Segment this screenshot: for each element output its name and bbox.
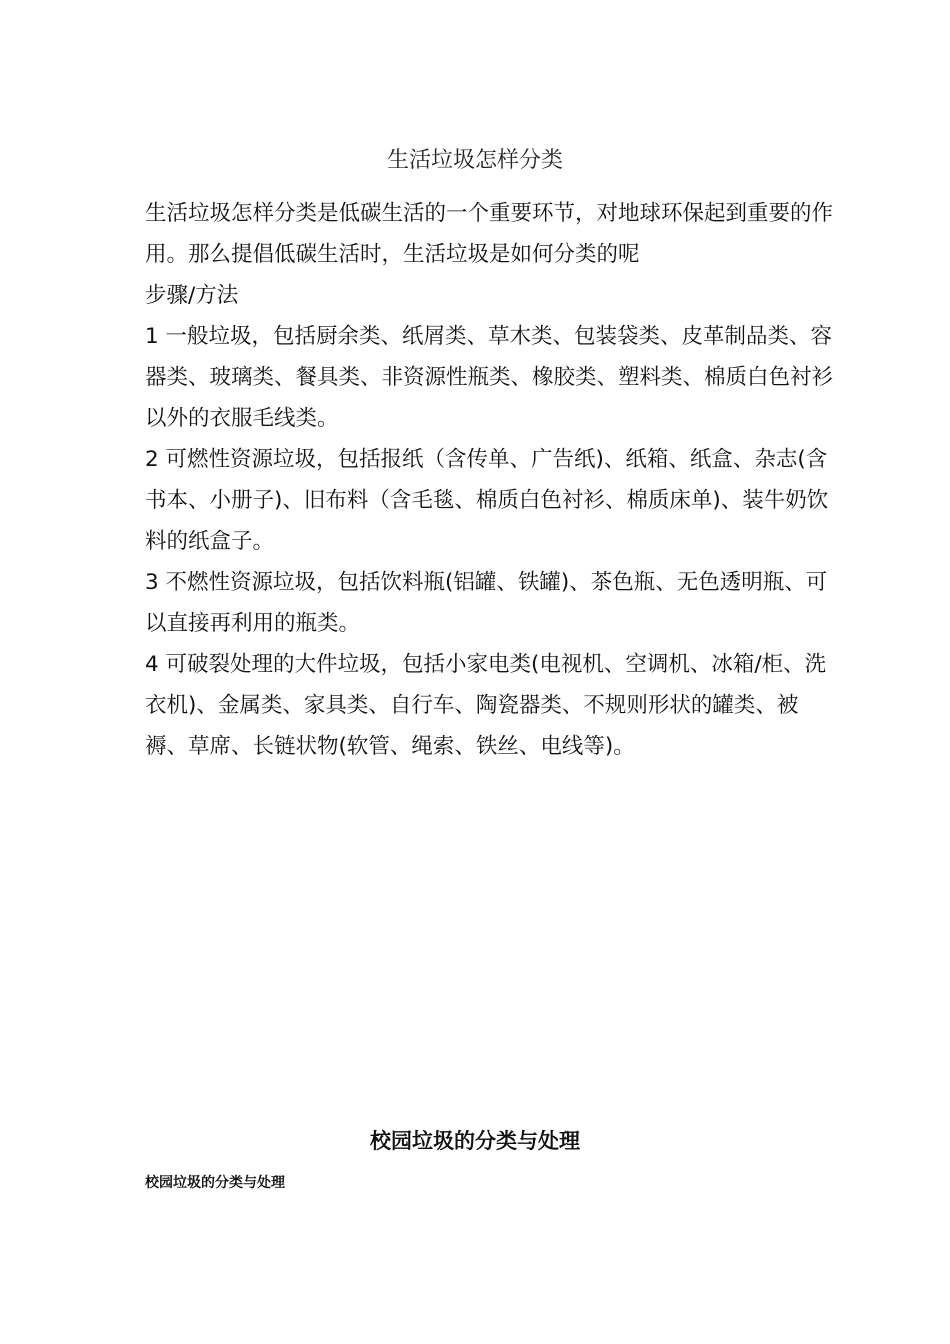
list-item: 1 一般垃圾，包括厨余类、纸屑类、草木类、包装袋类、皮革制品类、容器类、玻璃类、餐具类、非资源性瓶类、橡胶类、塑料类、棉质白色衬衫以外的衣服毛线类。 <box>145 324 834 431</box>
intro-paragraph: 生活垃圾怎样分类是低碳生活的一个重要环节，对地球环保起到重要的作用。那么提倡低碳生活时，生活垃圾是如何分类的呢 <box>145 201 834 267</box>
section-title: 校园垃圾的分类与处理 <box>370 1129 580 1153</box>
document-body <box>145 193 835 767</box>
steps-heading: 步骤/方法 <box>145 283 239 308</box>
list-item: 3 不燃性资源垃圾，包括饮料瓶(铝罐、铁罐)、茶色瓶、无色透明瓶、可以直接再利用的瓶类。 <box>145 570 828 636</box>
document-title: 生活垃圾怎样分类 <box>386 148 563 173</box>
section-subtitle: 校园垃圾的分类与处理 <box>145 1175 285 1191</box>
list-item: 4 可破裂处理的大件垃圾，包括小家电类(电视机、空调机、冰箱/柜、洗衣机)、金属类、家具类、自行车、陶瓷器类、不规则形状的罐类、被褥、草席、长链状物(软管、绳索、铁丝、电线等)。 <box>145 652 827 759</box>
list-item: 2 可燃性资源垃圾，包括报纸（含传单、广告纸)、纸箱、纸盒、杂志(含书本、小册子)、旧布料（含毛毯、棉质白色衬衫、棉质床单)、装牛奶饮料的纸盒子。 <box>145 447 829 554</box>
